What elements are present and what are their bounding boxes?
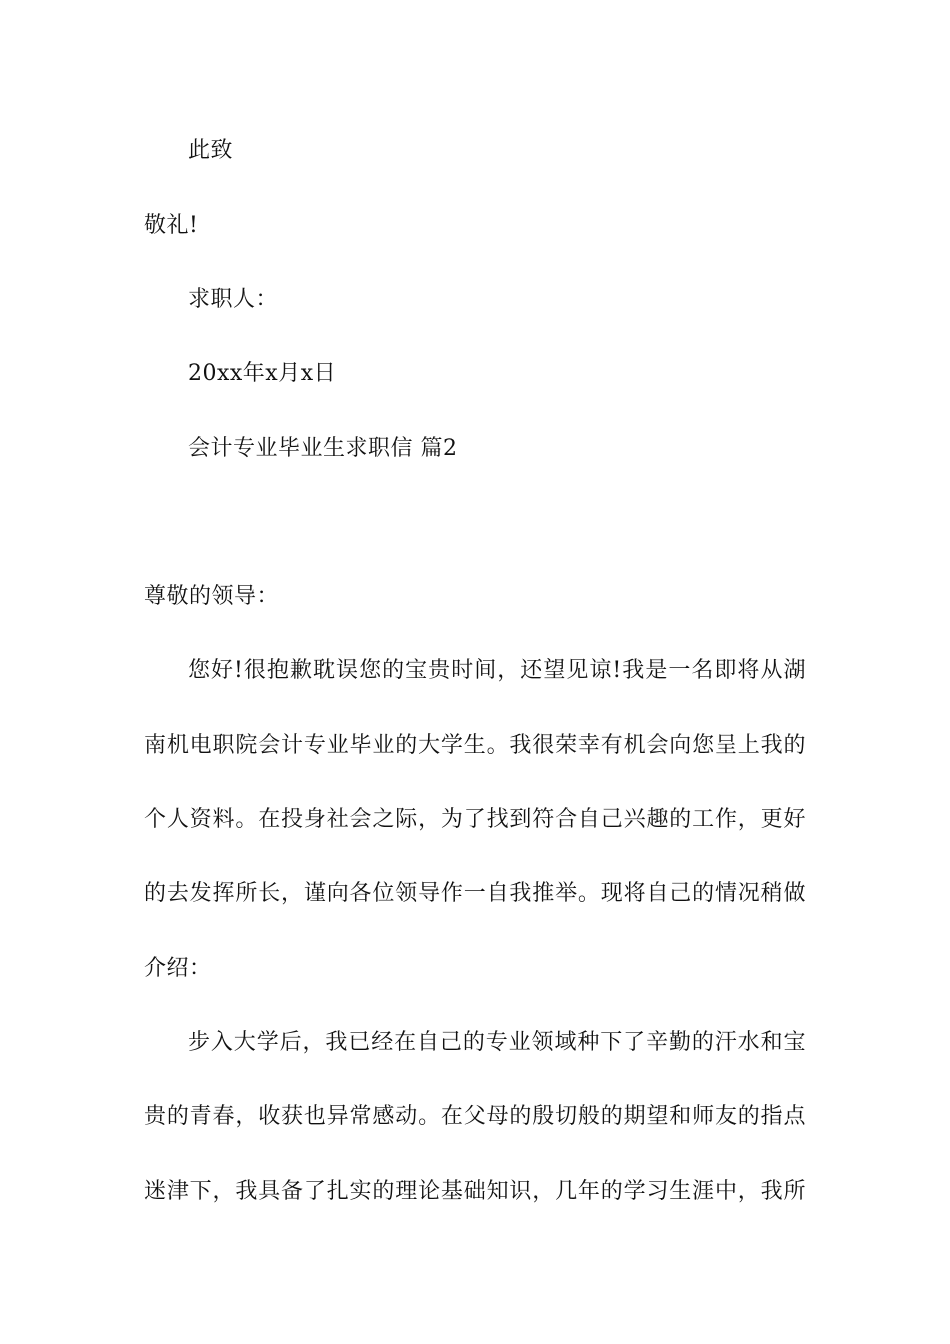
paragraph-line: 的去发挥所长，谨向各位领导作一自我推举。现将自己的情况稍做 [144,881,806,906]
paragraph-line: 迷津下，我具备了扎实的理论基础知识，几年的学习生涯中，我所 [144,1179,806,1204]
paragraph-line: 个人资料。在投身社会之际，为了找到符合自己兴趣的工作，更好 [144,807,806,832]
section-title: 会计专业毕业生求职信 篇2 [188,436,458,461]
closing-salutation: 此致 [188,138,234,163]
letter-greeting: 尊敬的领导： [144,584,280,609]
applicant-label: 求职人： [188,287,279,312]
paragraph-line: 贵的青春，收获也异常感动。在父母的殷切般的期望和师友的指点 [144,1104,806,1129]
paragraph-line: 您好!很抱歉耽误您的宝贵时间，还望见谅!我是一名即将从湖 [188,658,806,683]
paragraph-line: 步入大学后，我已经在自己的专业领域种下了辛勤的汗水和宝 [188,1030,806,1055]
closing-respect: 敬礼! [144,213,199,238]
letter-date: 20xx年x月x日 [188,361,337,386]
paragraph-line: 南机电职院会计专业毕业的大学生。我很荣幸有机会向您呈上我的 [144,733,806,758]
paragraph-line: 介绍： [144,956,212,981]
